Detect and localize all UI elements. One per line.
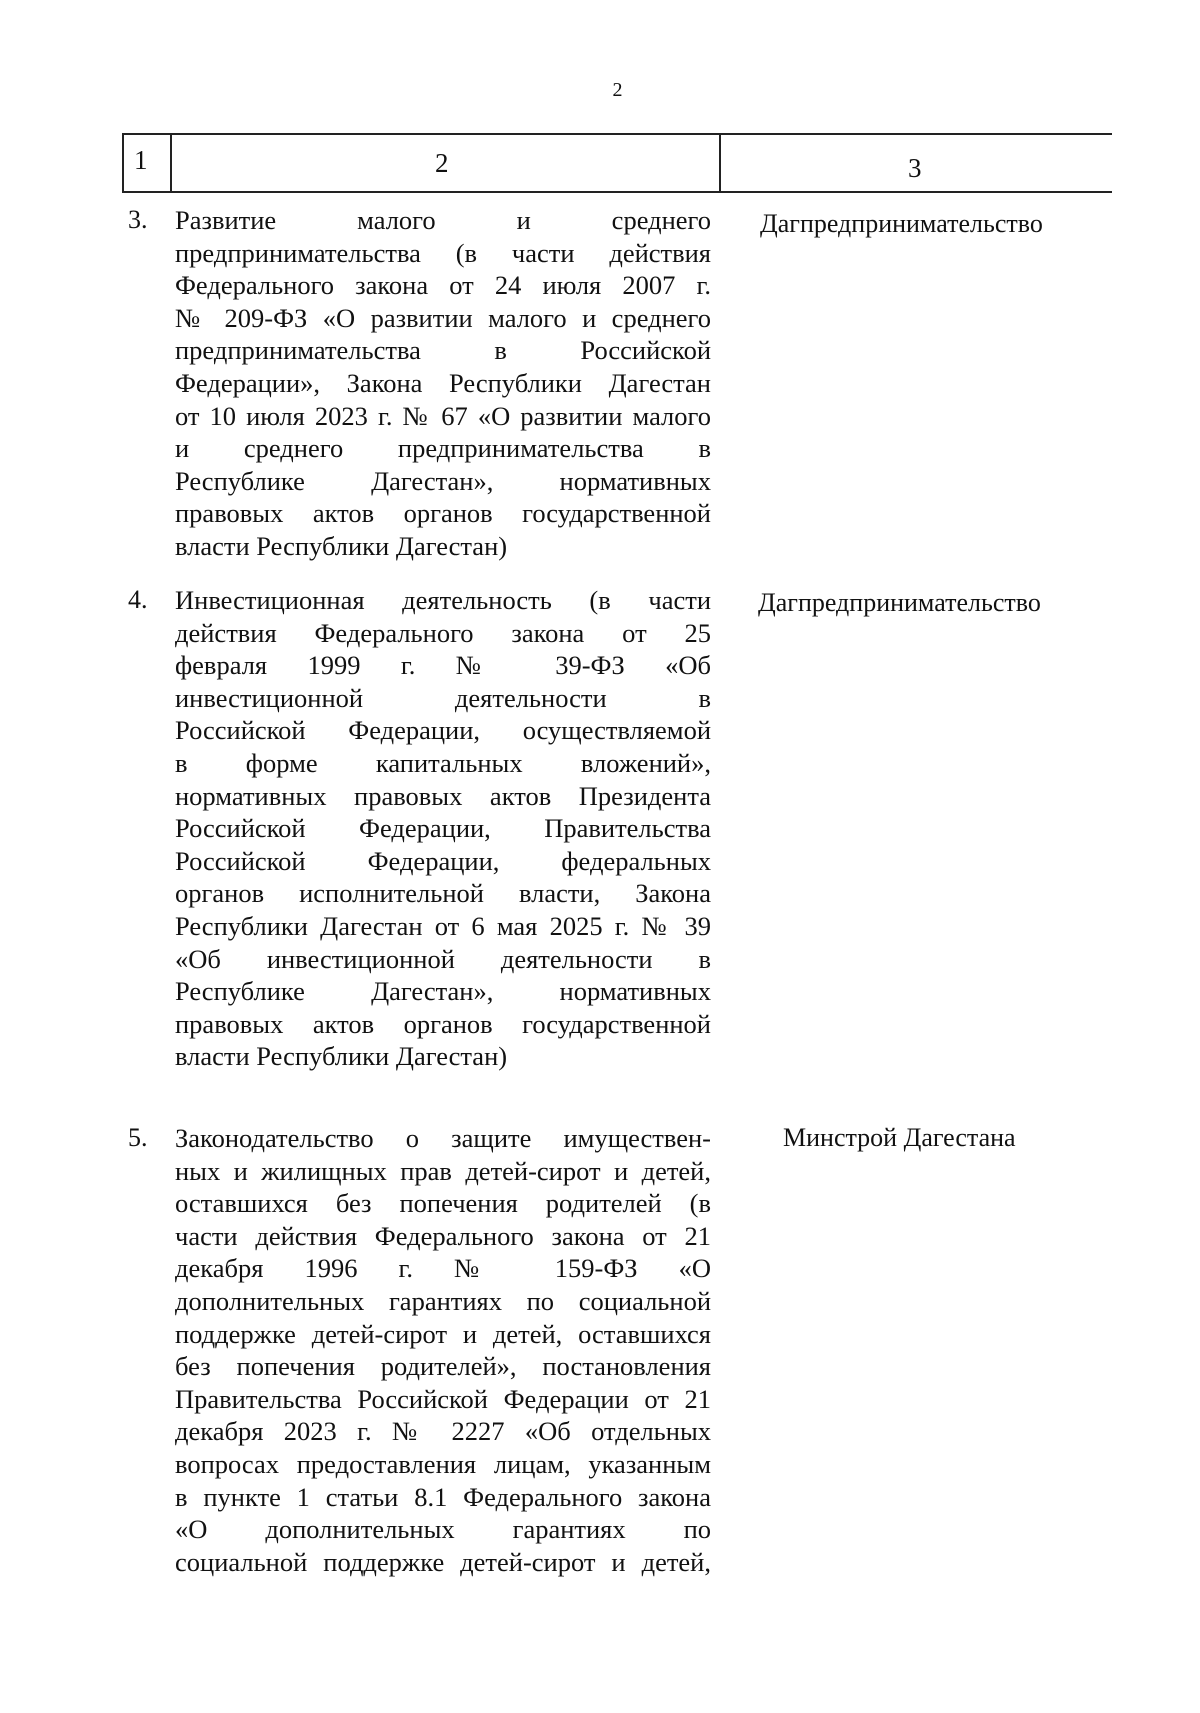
text-line: Федерального закона от 24 июля 2007 г. (175, 270, 711, 301)
table-header (122, 133, 1112, 193)
text-line: дополнительных гарантиях по социальной (175, 1285, 711, 1316)
row-number: 5. (128, 1123, 148, 1152)
header-top-rule (122, 133, 1112, 135)
text-line: Правительства Российской Федерации от 21 (175, 1383, 711, 1414)
row-number: 3. (128, 205, 148, 234)
responsible-agency: Минстрой Дагестана (783, 1123, 1016, 1152)
header-left-border (122, 133, 124, 191)
text-line: оставшихся без попечения родителей (в (175, 1188, 711, 1219)
text-line: декабря 1996 г. № 159-ФЗ «О (175, 1253, 711, 1284)
text-line: Инвестиционная деятельность (в части (175, 585, 711, 615)
text-line: № 209-ФЗ «О развитии малого и среднего (175, 302, 711, 333)
text-line: власти Республики Дагестан) (175, 530, 508, 561)
text-line: Российской Федерации, федеральных (175, 845, 711, 876)
text-line: «О дополнительных гарантиях по (175, 1514, 711, 1545)
text-line: части действия Федерального закона от 21 (175, 1220, 711, 1251)
text-line: правовых актов органов государственной (175, 1008, 711, 1039)
text-line: Законодательство о защите имуществен- (175, 1123, 711, 1153)
text-line: в пункте 1 статьи 8.1 Федерального закона (175, 1481, 711, 1512)
text-line: без попечения родителей», постановления (175, 1351, 711, 1382)
header-divider-1 (170, 133, 172, 191)
text-line: в форме капитальных вложений», (175, 747, 711, 778)
text-line: «Об инвестиционной деятельности в (175, 943, 711, 974)
row-description (175, 584, 711, 1073)
text-line: ных и жилищных прав детей-сирот и детей, (175, 1155, 711, 1186)
row-description (175, 1122, 711, 1578)
text-line: декабря 2023 г. № 2227 «Об отдельных (175, 1416, 711, 1447)
page-number: 2 (612, 79, 623, 101)
row-description (175, 204, 711, 563)
text-line: предпринимательства в Российской (175, 335, 711, 366)
text-line: действия Федерального закона от 25 (175, 617, 711, 648)
text-line: Республики Дагестан от 6 мая 2025 г. № 39 (175, 910, 711, 941)
responsible-agency: Дагпредпринимательство (760, 209, 1043, 238)
text-line: социальной поддержке детей-сирот и детей, (175, 1546, 711, 1577)
text-line: вопросах предоставления лицам, указанным (175, 1448, 711, 1479)
text-line: органов исполнительной власти, Закона (175, 878, 711, 909)
text-line: предпринимательства (в части действия (175, 237, 711, 268)
responsible-agency: Дагпредпринимательство (758, 588, 1041, 617)
text-line: Республике Дагестан», нормативных (175, 465, 711, 496)
text-line: поддержке детей-сирот и детей, оставшихся (175, 1318, 711, 1349)
row-number: 4. (128, 585, 148, 614)
header-divider-2 (719, 133, 721, 191)
header-col-3: 3 (908, 153, 922, 183)
text-line: власти Республики Дагестан) (175, 1041, 508, 1072)
text-line: Республике Дагестан», нормативных (175, 976, 711, 1007)
text-line: и среднего предпринимательства в (175, 433, 711, 464)
text-line: Федерации», Закона Республики Дагестан (175, 367, 711, 398)
text-line: Развитие малого и среднего (175, 205, 711, 235)
header-bottom-rule (122, 191, 1112, 193)
header-col-1: 1 (134, 145, 148, 175)
text-line: правовых актов органов государственной (175, 498, 711, 529)
text-line: инвестиционной деятельности в (175, 682, 711, 713)
text-line: нормативных правовых актов Президента (175, 780, 711, 811)
header-col-2: 2 (435, 148, 449, 178)
text-line: Российской Федерации, осуществляемой (175, 715, 711, 746)
text-line: от 10 июля 2023 г. № 67 «О развитии малого (175, 400, 711, 431)
text-line: Российской Федерации, Правительства (175, 813, 711, 844)
text-line: февраля 1999 г. № 39-ФЗ «Об (175, 650, 711, 681)
